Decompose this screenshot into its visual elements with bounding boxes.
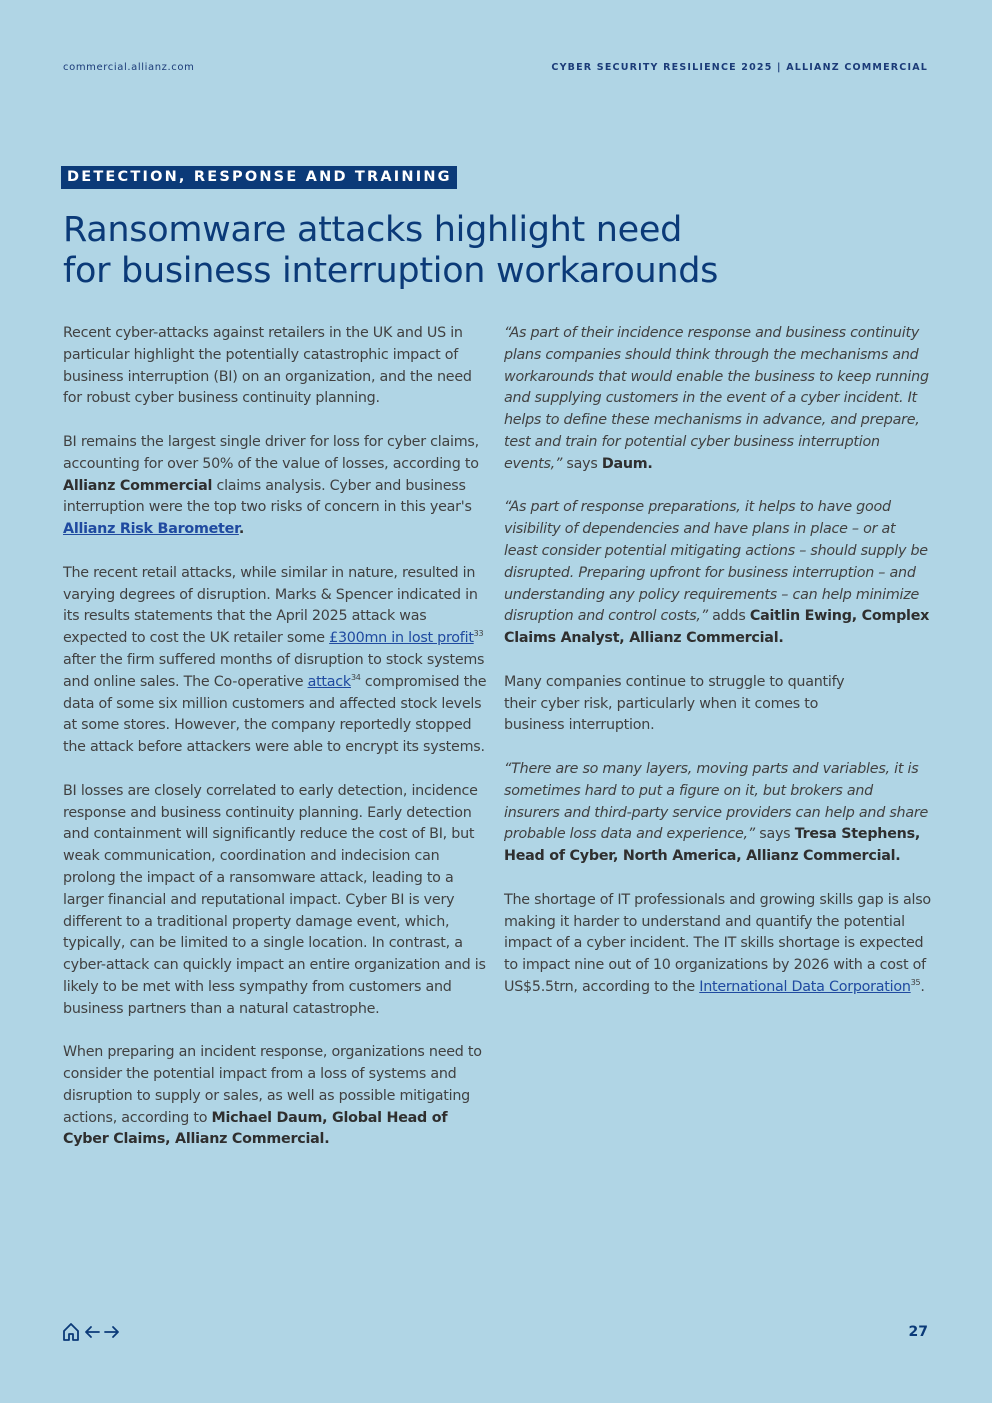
bold-text: Daum. bbox=[601, 455, 653, 472]
attack-link[interactable]: attack bbox=[307, 673, 351, 690]
text: after the firm suffered months of disruption to stock systems and online sales. The Co-operative bbox=[63, 651, 485, 690]
bold-text: Caitlin Ewing, Complex Claims Analyst, Allianz Commercial. bbox=[504, 608, 930, 647]
title-line-2: for business interruption workarounds bbox=[63, 251, 719, 291]
paragraph: BI losses are closely correlated to early detection, incidence response and business continuity planning. Early detection and containment will significantly reduce the cost of BI, but weak communication, coordination and indecision can prolong the impact of a ransomware attack, leading to a larger financial and reputational impact. Cyber BI is very different to a traditional property damage event, which, typically, can be limited to a single location. In contrast, a cyber-attack can quickly impact an entire organization and is likely to be met with less sympathy from customers and business partners than a natural catastrophe. bbox=[63, 782, 486, 1017]
text: The recent retail attacks, while similar in nature, resulted in varying degrees of disruption. Marks & Spencer indicated in its results statements that the April 2025 attack was expected to cost the UK retailer some bbox=[63, 564, 478, 647]
risk-barometer-link[interactable]: Allianz Risk Barometer bbox=[63, 521, 239, 538]
paragraph: Many companies continue to struggle to quantify their cyber risk, particularly when it comes to business interruption. bbox=[504, 673, 845, 734]
left-column bbox=[63, 323, 491, 1173]
text: says bbox=[754, 826, 795, 843]
paragraph: Recent cyber-attacks against retailers in the UK and US in particular highlight the potentially catastrophic impact of business interruption (BI) on an organization, and the need for robust cyber business continuity planning. bbox=[63, 325, 472, 407]
paragraph bbox=[63, 432, 491, 541]
text: says bbox=[562, 455, 602, 472]
home-icon[interactable] bbox=[62, 1322, 80, 1342]
quote-paragraph bbox=[504, 497, 932, 650]
text: compromised the data of some six million customers and affected stock levels at some stores. However, the company reportedly stopped the attack before attackers were able to encrypt its systems. bbox=[63, 673, 487, 756]
footnote-ref: 35 bbox=[910, 978, 921, 988]
right-column bbox=[504, 323, 932, 1021]
title-line-1: Ransomware attacks highlight need bbox=[63, 210, 683, 250]
quote-paragraph bbox=[504, 759, 932, 868]
text: The shortage of IT professionals and growing skills gap is also making it harder to understand and quantify the potential impact of a cyber incident. The IT skills shortage is expected to impact nine out of 10 organizations by 2026 with a cost of US$5.5trn, according to the bbox=[504, 891, 931, 995]
text: . bbox=[238, 521, 245, 538]
section-tag: DETECTION, RESPONSE AND TRAINING bbox=[61, 166, 457, 189]
quote-text: “As part of response preparations, it helps to have good visibility of dependencies and have plans in place – or at least consider potential mitigating actions – should supply be disrupted. Preparing upfront for business interruption – and understanding any policy requirements – can help minimize disruption and control costs,” bbox=[504, 499, 928, 625]
bold-text: Tresa Stephens, Head of Cyber, North America, Allianz Commercial. bbox=[504, 826, 921, 865]
lost-profit-link[interactable]: £300mn in lost profit bbox=[329, 630, 474, 647]
paragraph bbox=[63, 1042, 491, 1151]
report-title: CYBER SECURITY RESILIENCE 2025 | ALLIANZ COMMERCIAL bbox=[551, 62, 928, 73]
paragraph bbox=[504, 890, 932, 999]
text: claims analysis. Cyber and business interruption were the top two risks of concern in this year's bbox=[63, 477, 472, 516]
text: . bbox=[920, 978, 925, 995]
bold-text: Michael Daum, Global Head of Cyber Claims, Allianz Commercial. bbox=[63, 1109, 448, 1148]
page-title bbox=[63, 210, 863, 292]
arrow-right-icon[interactable] bbox=[104, 1325, 120, 1339]
text: adds bbox=[707, 608, 750, 625]
text: When preparing an incident response, organizations need to consider the potential impact from a loss of systems and disruption to supply or sales, as well as possible mitigating actions, according to bbox=[63, 1044, 482, 1126]
paragraph bbox=[63, 563, 491, 759]
footnote-ref: 33 bbox=[473, 629, 484, 639]
quote-text: “As part of their incidence response and business continuity plans companies should think through the mechanisms and workarounds that would enable the business to keep running and supplying customers in the event of a cyber incident. It helps to define these mechanisms in advance, and prepare, test and train for potential cyber business interruption events,” bbox=[504, 325, 929, 472]
footnote-ref: 34 bbox=[350, 672, 361, 682]
bold-text: Allianz Commercial bbox=[63, 477, 213, 494]
page-number: 27 bbox=[908, 1324, 928, 1340]
footer-navigation bbox=[62, 1322, 120, 1342]
idc-link[interactable]: International Data Corporation bbox=[699, 978, 911, 995]
text: BI remains the largest single driver for loss for cyber claims, accounting for over 50% of the value of losses, according to bbox=[63, 433, 479, 472]
site-url[interactable]: commercial.allianz.com bbox=[63, 62, 195, 73]
quote-paragraph bbox=[504, 323, 932, 476]
arrow-left-icon[interactable] bbox=[84, 1325, 100, 1339]
quote-text: “There are so many layers, moving parts and variables, it is sometimes hard to put a figure on it, but brokers and insurers and third-party service providers can help and share probable loss data and experience,” bbox=[504, 760, 929, 843]
